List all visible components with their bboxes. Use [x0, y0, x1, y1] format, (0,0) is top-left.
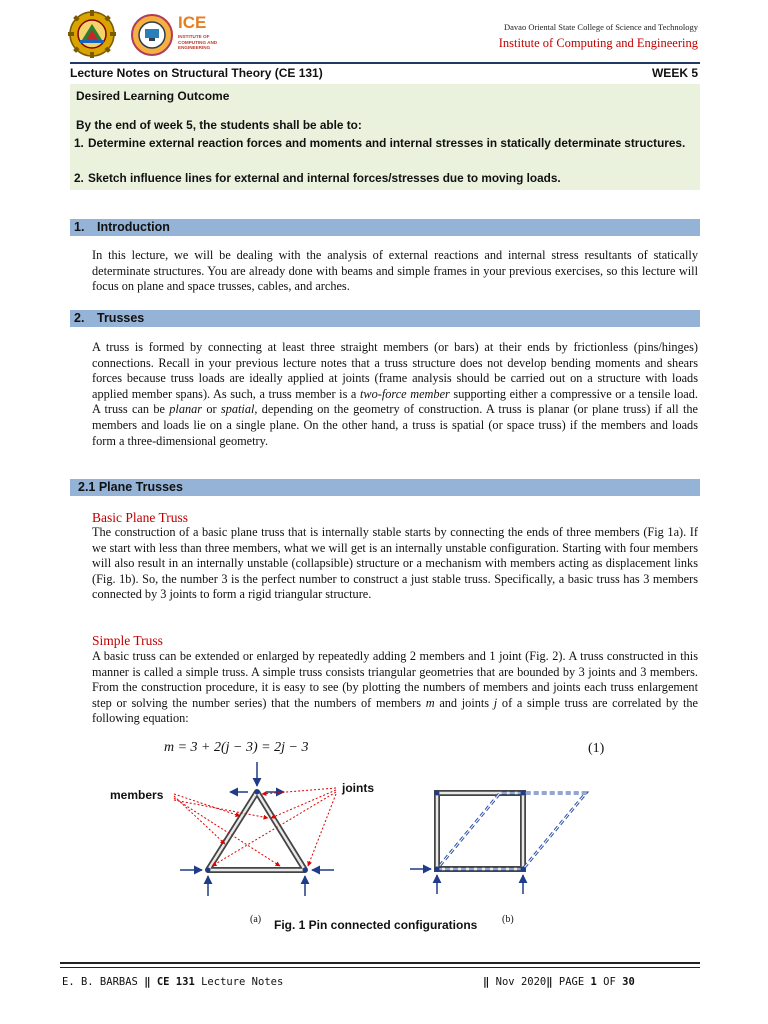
emphasis-two-force: two-force member: [359, 386, 450, 401]
page-footer: E. B. BARBAS ‖ CE 131 Lecture Notes ‖ Nov 2020‖ PAGE 1 OF 30: [62, 976, 635, 988]
figure-label-a: (a): [250, 914, 262, 925]
footer-rule: [60, 962, 700, 964]
figure-caption: Fig. 1 Pin connected configurations: [274, 918, 478, 932]
variable-j: j: [493, 695, 498, 710]
joints-label: joints: [342, 781, 374, 795]
basic-truss-drawing: [206, 790, 308, 873]
footer-author: E. B. BARBAS: [62, 976, 138, 988]
section-title: 2.1 Plane Trusses: [78, 480, 183, 494]
ice-logo-text: ICE: [178, 13, 207, 32]
learning-outcome-item: [74, 170, 698, 187]
equation-number: (1): [588, 741, 605, 756]
week-label: WEEK 5: [651, 66, 698, 80]
simple-truss-title: Simple Truss: [92, 633, 163, 648]
members-label: members: [110, 788, 164, 802]
college-name: Davao Oriental State College of Science and Technology: [504, 22, 698, 32]
learning-outcome-text: Sketch influence lines for external and internal forces/stresses due to moving loads.: [88, 171, 561, 185]
section-introduction-heading: [70, 219, 700, 236]
header-rule: [70, 62, 700, 64]
figure-1: [100, 758, 660, 938]
footer-notes: Lecture Notes: [201, 976, 284, 988]
section-title: Trusses: [97, 311, 145, 325]
emphasis-planar: planar: [169, 402, 203, 417]
trusses-paragraph: A truss is formed by connecting at least three straight members (or bars) at their ends by frictionless (pins/hinges) connections. Recall in your previous lecture notes that a truss structure does not develop bending moments and shears forces because truss loads are ideally applied at joints (frame analysis should be carried out on a structure with loads applied member spans). As such, a truss member is a two-force member supporting either a compressive or a tensile load. A truss can be planar or spatial, depending on the geometry of construction. A truss is planar (or plane truss) if all the members and loads lie on a single plane. On the other hand, a truss is spatial (or space truss) if the members and loads form a three-dimensional geometry.: [92, 340, 699, 448]
learning-outcome-text: Determine external reaction forces and moments and internal stresses in statically determinate structures.: [88, 136, 686, 150]
footer-course: CE 131: [156, 976, 195, 988]
introduction-paragraph: In this lecture, we will be dealing with the analysis of external reactions and internal stress resultants of statically determinate structures. You are already done with beams and simple frames in your previous exercises, so this lecture will focus on plane and space trusses, cables, and arches.: [92, 248, 698, 294]
footer-page-total: 30: [622, 976, 635, 988]
joint-pointers: [212, 788, 336, 866]
ice-logo-subtext: INSTITUTE OF COMPUTING AND ENGINEERING: [178, 34, 218, 50]
learning-outcome-number: 1.: [74, 136, 84, 150]
variable-m: m: [425, 695, 435, 710]
learning-outcome-heading: Desired Learning Outcome: [76, 89, 230, 103]
basic-plane-truss-title: Basic Plane Truss: [92, 510, 189, 525]
course-title: Lecture Notes on Structural Theory (CE 131): [70, 66, 323, 80]
mechanism-arrows: [410, 869, 523, 894]
ice-logo: [130, 13, 230, 57]
equation: m = 3 + 2(j − 3) = 2j − 3: [164, 740, 309, 755]
footer-date: Nov 2020: [495, 976, 547, 988]
load-arrows: [180, 762, 334, 896]
footer-rule: [60, 967, 700, 968]
basic-plane-truss-paragraph: The construction of a basic plane truss that is internally stable starts by connecting the ends of three members (Fig 1a). If we start with less than three members, what we will get is an internally unstable configuration. Starting with four members will also result in an internally unstable (collapsible) structure or a mechanism with members acting as displacement links (Fig. 1b). So, the number 3 is the perfect number to construct a just stable truss. Specifically, a basic truss has 3 members connected by 3 joints to form a rigid triangular structure.: [92, 525, 698, 602]
emphasis-spatial: spatial: [220, 402, 255, 417]
simple-truss-paragraph: A basic truss can be extended or enlarged by repeatedly adding 2 members and 1 joint (Fig. 2). A truss constructed in this manner is called a simple truss. A simple truss consists triangular geometries that are bounded by 3 joints and 3 members. From the construction procedure, it is easy to see (by plotting the numbers of members and joints each truss enlargement step or solving the number series) that the numbers of members m and joints j of a simple truss are correlated by the following equation:: [92, 649, 698, 726]
learning-outcome-item: [74, 135, 698, 152]
section-number: 2.: [74, 311, 85, 325]
figure-label-b: (b): [502, 914, 514, 925]
section-trusses-heading: [70, 310, 700, 327]
learning-outcome-intro: By the end of week 5, the students shall be able to:: [76, 118, 362, 132]
section-title: Introduction: [97, 220, 170, 234]
section-plane-trusses-heading: [70, 479, 700, 496]
learning-outcome-number: 2.: [74, 171, 84, 185]
square-mechanism-drawing: [435, 791, 587, 872]
college-seal-logo: [68, 10, 116, 58]
institute-name: Institute of Computing and Engineering: [498, 36, 698, 50]
learning-outcome-box: [70, 84, 700, 190]
footer-page-number: 1: [590, 976, 597, 988]
section-number: 1.: [74, 220, 85, 234]
